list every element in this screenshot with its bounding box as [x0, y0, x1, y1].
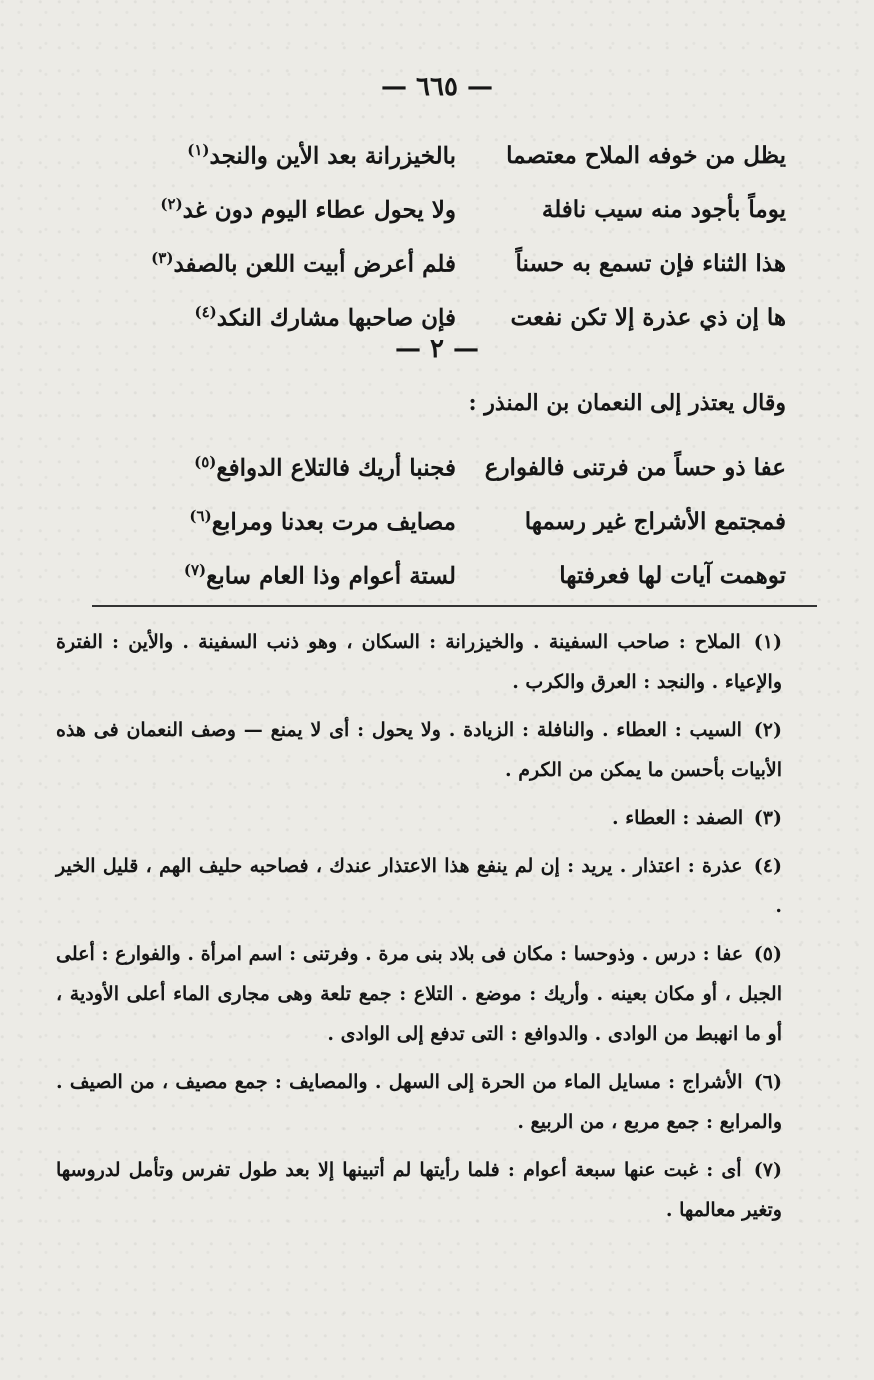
footnote [56, 846, 782, 926]
footnote-text: أى : غبت عنها سبعة أعوام : فلما رأيتها لم أتبينها إلا بعد طول تفرس وتأمل لدروسها وتغير معالمها . [56, 1159, 782, 1221]
footnote-text: الأشراج : مسايل الماء من الحرة إلى السهل . والمصايف : جمع مصيف ، من الصيف . والمرابع : جمع مربع ، من الربيع . [56, 1071, 782, 1133]
hemistich-text: بالخيزرانة بعد الأين والنجد [209, 142, 456, 170]
hemistich-second [86, 453, 456, 482]
footnote-text: عفا : درس . وذوحسا : مكان فى بلاد بنى مرة . وفرتنى : اسم امرأة . والفوارع : أعلى الجبل ، أو مكان بعينه . وأريك : موضع . التلاع : جمع تلعة وهى مجارى الماء أعلى الأودية ، أو ما انهبط من الوادى . والدوافع : التى تدفع إلى الوادى . [56, 943, 782, 1045]
footnote-marker: (٦) [189, 506, 212, 525]
footnote-marker: (٧) [183, 560, 207, 579]
verse [86, 236, 786, 290]
hemistich-text: لستة أعوام وذا العام سابع [206, 562, 456, 590]
footnotes [56, 622, 782, 1238]
verse [86, 440, 786, 494]
hemistich-text: ولا يحول عطاء اليوم دون غد [182, 196, 456, 224]
section-number: — ٢ — [394, 334, 480, 364]
verse [86, 548, 786, 602]
hemistich-second [86, 141, 456, 170]
hemistich-first: يوماً بأجود منه سيب نافلة [541, 195, 786, 223]
footnote-marker: (٥) [194, 452, 217, 471]
poem-2 [86, 440, 786, 602]
footnote-number: (٢) [753, 719, 782, 741]
hemistich-first: هذا الثناء فإن تسمع به حسناً [515, 249, 786, 277]
page-number: — ٦٦٥ — [380, 72, 494, 102]
hemistich-text: فلم أعرض أبيت اللعن بالصفد [173, 250, 456, 278]
hemistich-text: فجنبا أريك فالتلاع الدوافع [216, 454, 456, 482]
footnote [56, 934, 782, 1054]
footnote-text: الملاح : صاحب السفينة . والخيزرانة : السكان ، وهو ذنب السفينة . والأين : الفترة والإعياء . والنجد : العرق والكرب . [56, 631, 782, 693]
verse [86, 182, 786, 236]
hemistich-text: فإن صاحبها مشارك النكد [216, 304, 456, 332]
poem-1 [86, 128, 786, 344]
hemistich-first: توهمت آيات لها فعرفتها [559, 561, 786, 589]
footnote-marker: (٢) [160, 194, 183, 213]
hemistich-text: مصايف مرت بعدنا ومرابع [211, 508, 456, 536]
hemistich-second [86, 195, 456, 224]
footnote [56, 622, 782, 702]
hemistich-first: فمجتمع الأشراج غير رسمها [524, 507, 786, 535]
verse [86, 494, 786, 548]
hemistich-second [86, 507, 456, 536]
footnote-number: (٤) [753, 855, 783, 877]
footnote-text: السيب : العطاء . والنافلة : الزيادة . ولا يحول : أى لا يمنع — وصف النعمان فى هذه الأبيات بأحسن ما يمكن من الكرم . [56, 719, 782, 781]
hemistich-first: ها إن ذي عذرة إلا تكن نفعت [510, 303, 786, 331]
verse [86, 128, 786, 182]
footnote [56, 710, 782, 790]
hemistich-first: عفا ذو حساً من فرتنى فالفوارع [484, 453, 786, 481]
hemistich-second [86, 561, 456, 590]
footnote-marker: (١) [187, 140, 210, 159]
footnote-text: عذرة : اعتذار . يريد : إن لم ينفع هذا الاعتذار عندك ، فصاحبه حليف الهم ، قليل الخير . [56, 855, 782, 917]
footnote-number: (٦) [753, 1071, 782, 1093]
footnote-number: (٧) [753, 1159, 782, 1181]
hemistich-first: يظل من خوفه الملاح معتصما [506, 141, 786, 169]
poem-intro: وقال يعتذر إلى النعمان بن المنذر : [468, 390, 786, 416]
footnote-marker: (٤) [194, 302, 217, 321]
footnote [56, 1150, 782, 1230]
hemistich-second [86, 303, 456, 332]
footnote-number: (٥) [753, 943, 782, 965]
footnote-number: (٣) [753, 807, 782, 829]
footnote [56, 798, 782, 838]
footnote-text: الصفد : العطاء . [612, 807, 744, 829]
footnote-number: (١) [753, 631, 782, 653]
footnote [56, 1062, 782, 1142]
footnote-divider [92, 605, 817, 607]
footnote-marker: (٣) [151, 248, 174, 267]
hemistich-second [86, 249, 456, 278]
